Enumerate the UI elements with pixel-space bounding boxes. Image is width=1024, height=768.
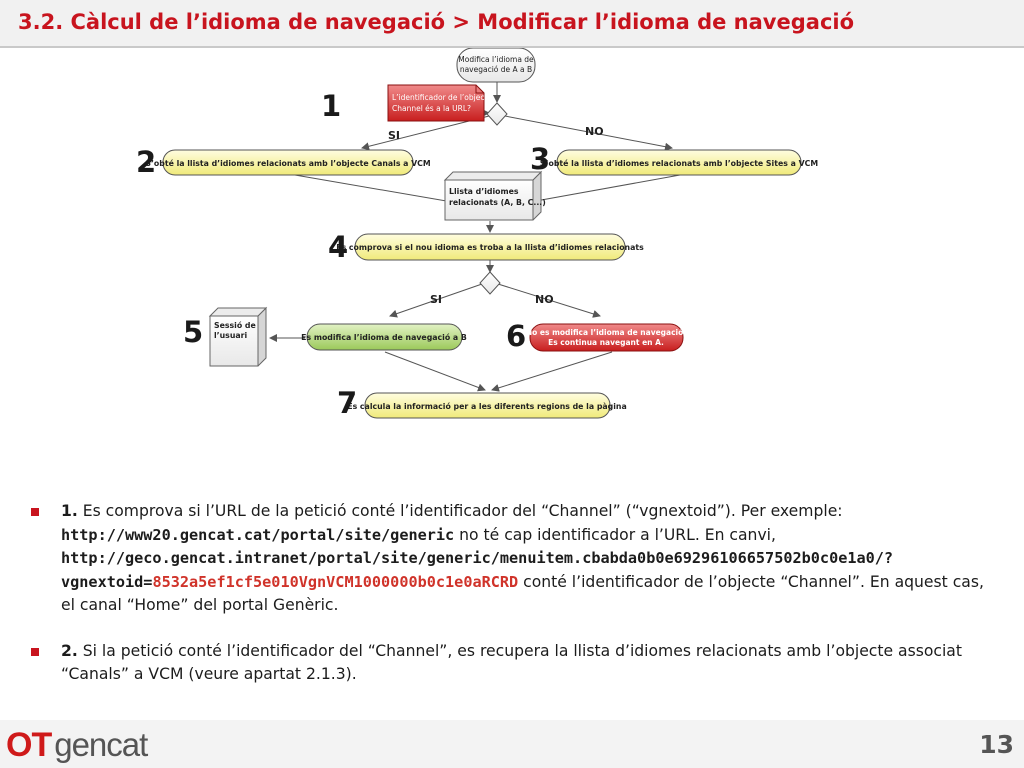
step3-node — [540, 150, 818, 175]
logo-ot: OT — [6, 726, 52, 764]
decision-diamond-1 — [487, 103, 507, 125]
logo-gencat: gencat — [54, 726, 148, 763]
slide-header — [0, 0, 1024, 46]
bullet-1-number: 1. — [61, 502, 78, 520]
step-number-7: 7 — [337, 386, 358, 420]
question-note — [388, 85, 492, 121]
decision-diamond-2 — [480, 272, 500, 294]
bullet-1-text-b: no té cap identificador a l’URL. En canvi, — [454, 525, 776, 544]
list-store-node — [445, 172, 546, 220]
step5-node — [301, 324, 467, 350]
step2-label: S’obté la llista d’idiomes relacionats amb l’objecte Canals a VCM — [145, 159, 431, 168]
session-store-line2: l’usuari — [214, 331, 248, 340]
step6-line2: Es continua navegant en A. — [548, 338, 664, 347]
step6-line1: No es modifica l’idioma de navegació. — [525, 328, 687, 337]
bullet-marker — [31, 508, 39, 516]
slide-title: 3.2. Càlcul de l’idioma de navegació > Modificar l’idioma de navegació — [18, 10, 855, 34]
step-number-4: 4 — [328, 230, 349, 264]
question-note-line2: Channel és a la URL? — [392, 104, 471, 113]
session-store-node — [210, 308, 266, 366]
step6-node — [526, 324, 686, 351]
page-number: 13 — [979, 730, 1014, 759]
question-note-line1: L’identificador de l’objecte — [392, 93, 493, 102]
step-number-6: 6 — [506, 319, 527, 353]
explanation-list — [28, 500, 988, 709]
session-store-line1: Sessió de — [214, 321, 256, 330]
bullet-marker — [31, 648, 39, 656]
step4-label: Es comprova si el nou idioma es troba a la llista d’idiomes relacionats — [336, 243, 644, 252]
decision2-yes-label: SI — [430, 293, 443, 306]
bullet-item-2 — [28, 640, 988, 687]
bullet-1-text-a: Es comprova si l’URL de la petició conté l’identificador del “Channel” (“vgnextoid”). Per exemple: — [77, 502, 843, 520]
list-store-line2: relacionats (A, B, C...) — [449, 198, 546, 207]
bullet-item-1 — [28, 500, 988, 618]
step-number-1: 1 — [321, 89, 342, 123]
gencat-logo — [6, 726, 147, 762]
bullet-2-text: Si la petició conté l’identificador del “Channel”, es recupera la llista d’idiomes relacionats amb l’objecte associat “Canals” a VCM (veure apartat 2.1.3). — [61, 641, 962, 683]
decision1-no-label: NO — [585, 125, 604, 138]
flowchart-diagram — [0, 48, 1024, 448]
step5-label: Es modifica l’idioma de navegació a B — [301, 333, 467, 342]
decision1-yes-label: SI — [388, 129, 401, 142]
step-number-2: 2 — [136, 145, 157, 179]
step-number-3: 3 — [530, 142, 551, 176]
example-url-2: http://geco.gencat.intranet/portal/site/generic/menuitem.cbabda0b0e69296106657502b0c0e1a0/?vgnextoid= — [61, 549, 894, 591]
example-url-1: http://www20.gencat.cat/portal/site/generic — [61, 525, 455, 544]
example-url-2-id: 8532a5ef1cf5e010VgnVCM1000000b0c1e0aRCRD — [152, 572, 519, 591]
step3-label: S’obté la llista d’idiomes relacionats amb l’objecte Sites a VCM — [539, 159, 819, 168]
step2-node — [145, 150, 431, 175]
decision2-no-label: NO — [535, 293, 554, 306]
start-node-line2: navegació de A a B — [459, 65, 533, 74]
slide-footer — [0, 720, 1024, 768]
step7-node — [347, 393, 627, 418]
bullet-2-number: 2. — [61, 641, 78, 660]
start-node — [457, 48, 535, 82]
start-node-line1: Modifica l’idioma de — [458, 55, 534, 64]
arrow-step6-to-step7 — [492, 352, 612, 390]
step4-node — [336, 234, 644, 260]
list-store-line1: Llista d’idiomes — [449, 187, 519, 196]
step-number-5: 5 — [183, 315, 204, 349]
arrow-step5-to-step7 — [385, 352, 485, 390]
step7-label: Es calcula la informació per a les diferents regions de la pàgina — [347, 402, 627, 411]
bullet-1-text-c: conté l’identificador de l’objecte “Channel”. En aquest cas, el canal “Home” del portal Genèric. — [61, 572, 984, 614]
